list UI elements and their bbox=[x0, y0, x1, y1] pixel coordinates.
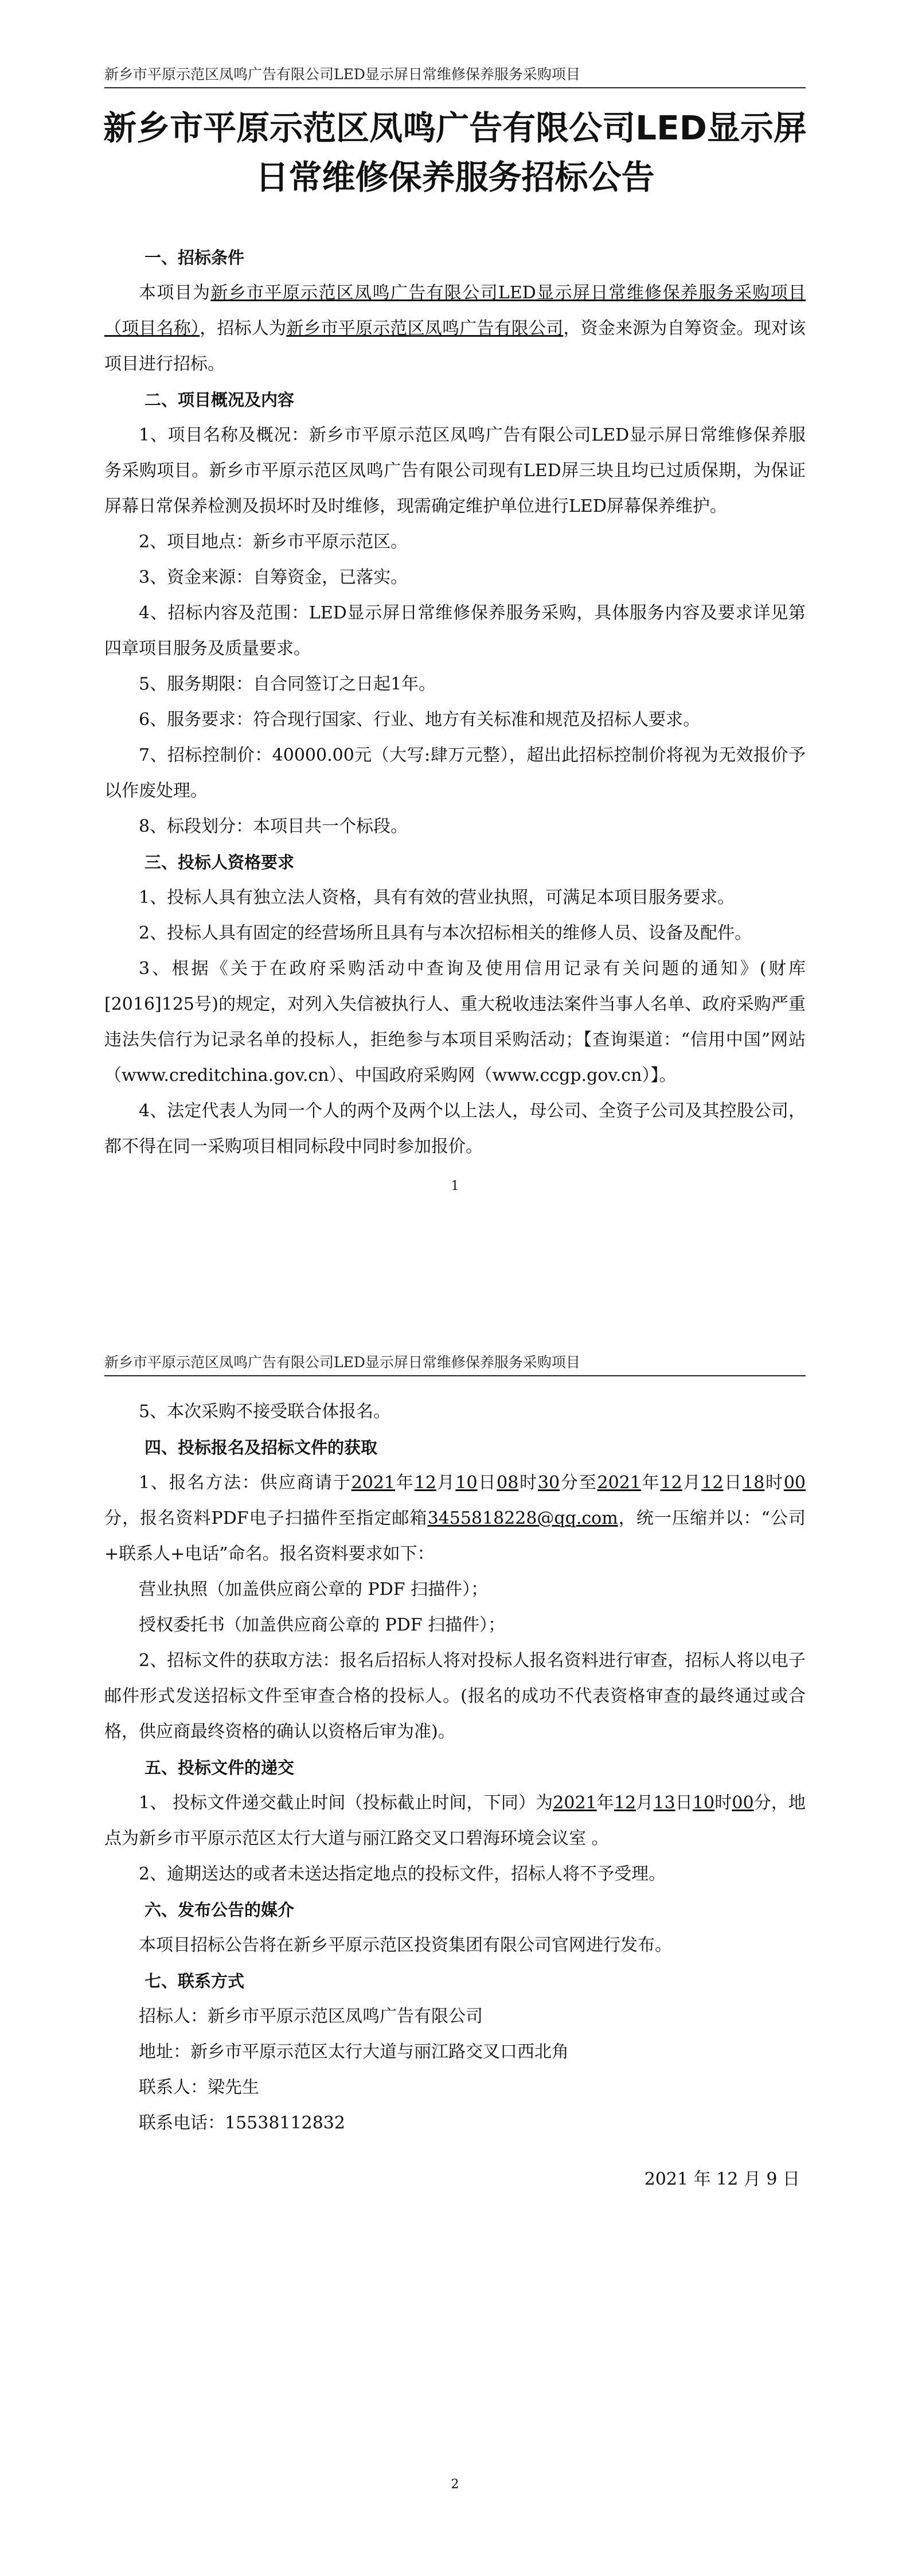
text-span: 年 bbox=[596, 1793, 614, 1813]
page-number: 1 bbox=[451, 1179, 459, 1193]
contact-line: 招标人：新乡市平原示范区凤鸣广告有限公司 bbox=[139, 2006, 483, 2026]
text-span: ，招标人为 bbox=[200, 318, 287, 338]
section-heading-3: 三、投标人资格要求 bbox=[144, 853, 295, 872]
section-3-item: 4、法定代表人为同一个人的两个及两个以上法人，母公司、全资子公司及其控股公司，都不得在同一采购项目相同标段中同时参加报价。 bbox=[104, 1101, 806, 1157]
requirement-item: 营业执照（加盖供应商公章的 PDF 扫描件）； bbox=[139, 1579, 489, 1600]
section-1-paragraph bbox=[104, 275, 806, 382]
reg-end-month: 12 bbox=[660, 1473, 682, 1493]
document-title: 新乡市平原示范区凤鸣广告有限公司LED显示屏日常维修保养服务招标公告 bbox=[103, 108, 807, 197]
contact-line: 地址：新乡市平原示范区太行大道与丽江路交叉口西北角 bbox=[139, 2042, 569, 2062]
text-span: ，统一压缩并以：“公司+联系人+电话”命名。报名资料要求如下： bbox=[104, 1508, 806, 1564]
deadline-minute: 00 bbox=[732, 1793, 754, 1813]
contact-line: 联系人：梁先生 bbox=[139, 2077, 259, 2098]
page-1-body bbox=[104, 240, 806, 1165]
reg-start-month: 12 bbox=[414, 1473, 436, 1493]
project-name-underlined: 新乡市平原示范区凤鸣广告有限公司LED显示屏日常维修保养服务采购项目（项目名称） bbox=[104, 283, 806, 338]
contact-line: 联系电话：15538112832 bbox=[139, 2113, 345, 2133]
section-3-item: 2、投标人具有固定的经营场所且具有与本次招标相关的维修人员、设备及配件。 bbox=[139, 923, 752, 943]
text-span: 分至 bbox=[560, 1473, 597, 1493]
running-header: 新乡市平原示范区凤鸣广告有限公司LED显示屏日常维修保养服务采购项目 bbox=[104, 1351, 806, 1376]
section-2-item: 5、服务期限：自合同签订之日起1年。 bbox=[139, 674, 436, 694]
section-2-item: 4、招标内容及范围：LED显示屏日常维修保养服务采购，具体服务内容及要求详见第四章项目服务及质量要求。 bbox=[104, 603, 806, 659]
submission-deadline bbox=[104, 1785, 806, 1857]
section-heading-7: 七、联系方式 bbox=[144, 1971, 245, 1991]
text-span: 1、 投标文件递交截止时间（投标截止时间，下同）为 bbox=[139, 1793, 553, 1813]
deadline-hour: 10 bbox=[692, 1793, 715, 1813]
section-4-item: 2、招标文件的获取方法：报名后招标人将对投标人报名资料进行审查，招标人将以电子邮件形式发送招标文件至审查合格的投标人。(报名的成功不代表资格审查的最终通过或合格，供应商最终资格的确认以资格后审为准)。 bbox=[104, 1651, 806, 1742]
reg-start-hour: 08 bbox=[497, 1473, 519, 1493]
section-2-item: 2、项目地点：新乡市平原示范区。 bbox=[139, 532, 408, 552]
section-5-item: 2、逾期送达的或者未送达指定地点的投标文件，招标人将不予受理。 bbox=[139, 1864, 666, 1884]
running-header: 新乡市平原示范区凤鸣广告有限公司LED显示屏日常维修保养服务采购项目 bbox=[104, 63, 806, 88]
text-span: 分，地点为新乡市平原示范区太行大道与丽江路交叉口碧海环境会议室 。 bbox=[104, 1793, 806, 1849]
text-span: 本项目为 bbox=[139, 283, 211, 303]
page-number: 2 bbox=[451, 2477, 459, 2492]
text-span: 分，报名资料PDF电子扫描件至指定邮箱 bbox=[104, 1508, 428, 1528]
page-2-body bbox=[104, 1394, 806, 2197]
reg-end-year: 2021 bbox=[597, 1473, 641, 1493]
reg-end-minute: 00 bbox=[783, 1473, 806, 1493]
reg-end-day: 12 bbox=[701, 1473, 724, 1493]
text-span: ，资金来源为自筹资金。现对该项目进行招标。 bbox=[104, 318, 806, 374]
section-2-item: 3、资金来源：自筹资金，已落实。 bbox=[139, 567, 408, 587]
section-3-item: 5、本次采购不接受联合体报名。 bbox=[139, 1402, 391, 1422]
text-span: 1、报名方法：供应商请于 bbox=[139, 1473, 351, 1493]
deadline-year: 2021 bbox=[553, 1793, 597, 1813]
section-2-item: 8、标段划分：本项目共一个标段。 bbox=[139, 816, 408, 836]
section-2-item: 6、服务要求：符合现行国家、行业、地方有关标准和规范及招标人要求。 bbox=[139, 710, 701, 730]
issue-date: 2021 年 12 月 9 日 bbox=[644, 2169, 800, 2189]
reg-end-hour: 18 bbox=[743, 1473, 765, 1493]
section-heading-4: 四、投标报名及招标文件的获取 bbox=[144, 1438, 378, 1457]
text-span: 日 bbox=[723, 1473, 743, 1493]
section-2-item: 1、项目名称及概况：新乡市平原示范区凤鸣广告有限公司LED显示屏日常维修保养服务采购项目。新乡市平原示范区凤鸣广告有限公司现有LED屏三块且均已过质保期，为保证屏幕日常保养检测及损坏时及时维修，现需确定维护单位进行LED屏幕保养维护。 bbox=[104, 425, 806, 516]
text-span: 月 bbox=[436, 1473, 456, 1493]
reg-start-year: 2021 bbox=[351, 1473, 396, 1493]
text-span: 月 bbox=[682, 1473, 702, 1493]
section-3-item: 3、根据《关于在政府采购活动中查询及使用信用记录有关问题的通知》(财库[2016]125号)的规定，对列入失信被执行人、重大税收违法案件当事人名单、政府采购严重违法失信行为记录名单的投标人，拒绝参与本项目采购活动；【查询渠道：“信用中国”网站（www.creditchina.gov.cn）、中国政府采购网（www.ccgp.gov.cn）】。 bbox=[104, 959, 806, 1085]
section-6-text: 本项目招标公告将在新乡平原示范区投资集团有限公司官网进行发布。 bbox=[139, 1935, 672, 1955]
deadline-day: 13 bbox=[653, 1793, 675, 1813]
requirement-item: 授权委托书（加盖供应商公章的 PDF 扫描件）； bbox=[139, 1615, 506, 1635]
section-heading-2: 二、项目概况及内容 bbox=[144, 390, 295, 410]
text-span: 时 bbox=[764, 1473, 784, 1493]
section-3-item: 1、投标人具有独立法人资格，具有有效的营业执照，可满足本项目服务要求。 bbox=[139, 888, 735, 908]
section-heading-6: 六、发布公告的媒介 bbox=[144, 1900, 295, 1920]
text-span: 日 bbox=[477, 1473, 497, 1493]
deadline-month: 12 bbox=[614, 1793, 636, 1813]
section-2-item: 7、招标控制价：40000.00元（大写:肆万元整），超出此招标控制价将视为无效报价予以作废处理。 bbox=[104, 745, 806, 801]
section-heading-1: 一、招标条件 bbox=[144, 248, 245, 267]
tenderer-name-underlined: 新乡市平原示范区凤鸣广告有限公司 bbox=[286, 318, 564, 338]
text-span: 年 bbox=[640, 1473, 661, 1493]
registration-method bbox=[104, 1465, 806, 1572]
section-heading-5: 五、投标文件的递交 bbox=[144, 1758, 295, 1777]
email-link[interactable]: 3455818228@qq.com bbox=[427, 1508, 618, 1528]
text-span: 年 bbox=[395, 1473, 415, 1493]
text-span: 月 bbox=[636, 1793, 654, 1813]
reg-start-minute: 30 bbox=[537, 1473, 560, 1493]
text-span: 时 bbox=[518, 1473, 538, 1493]
text-span: 时 bbox=[714, 1793, 732, 1813]
reg-start-day: 10 bbox=[455, 1473, 478, 1493]
text-span: 日 bbox=[675, 1793, 693, 1813]
